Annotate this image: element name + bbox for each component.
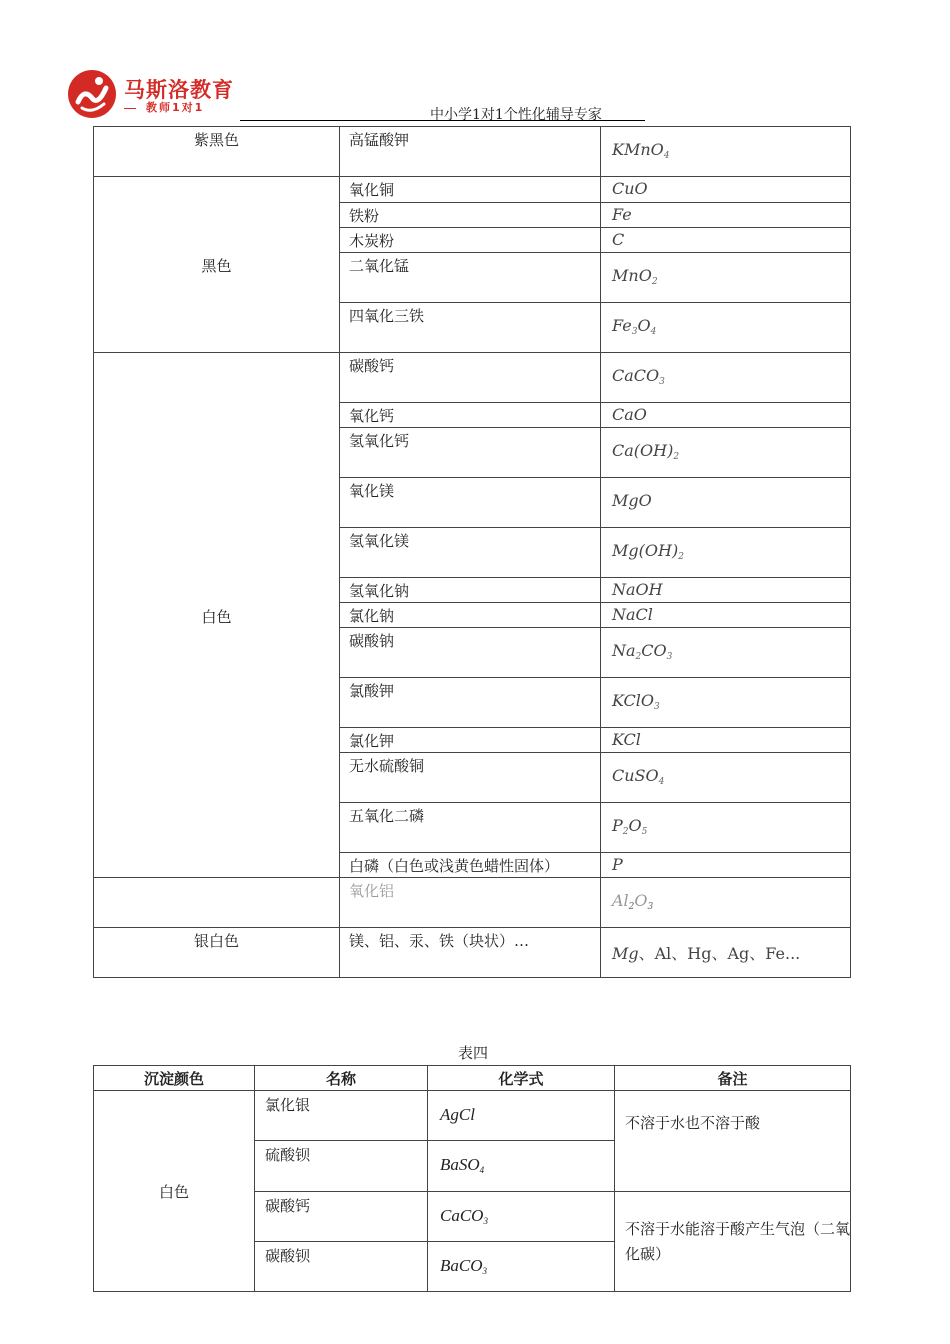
formula-cell [601, 728, 851, 753]
name-cell [340, 928, 601, 978]
formula: Fe [612, 205, 632, 224]
name-cell [340, 253, 601, 303]
color-label: 银白色 [193, 932, 239, 950]
substance-name: 镁、铝、汞、铁（块状）… [349, 932, 530, 950]
formula: $Na_2CO_3$ [612, 641, 673, 662]
color-label: 紫黑色 [193, 131, 239, 149]
formula-cell [601, 203, 851, 228]
name-cell [340, 803, 601, 853]
formula-cell [601, 177, 851, 203]
name-cell: 硫酸钡 [255, 1141, 428, 1192]
column-header: 备注 [615, 1066, 851, 1091]
name-cell [340, 678, 601, 728]
name-cell [340, 878, 601, 928]
name-cell [340, 628, 601, 678]
note-cell: 不溶于水也不溶于酸 [615, 1091, 851, 1192]
formula-cell [601, 678, 851, 728]
formula-cell [601, 578, 851, 603]
formula: $Mg(OH)_2$ [612, 541, 684, 562]
name-cell [340, 428, 601, 478]
formula-cell [601, 528, 851, 578]
name-cell [340, 203, 601, 228]
color-cell [94, 878, 340, 928]
formula: $Fe_3O_4$ [612, 316, 657, 337]
formula: MnO$_2$ [612, 266, 658, 287]
substance-name: 五氧化二磷 [349, 807, 425, 825]
color-cell [94, 177, 340, 353]
color-cell [94, 353, 340, 878]
formula-cell [601, 603, 851, 628]
column-header: 化学式 [428, 1066, 615, 1091]
formula-cell [601, 303, 851, 353]
formula-cell [601, 803, 851, 853]
formula-cell [601, 853, 851, 878]
formula: CuSO$_4$ [612, 766, 665, 787]
substance-name: 二氧化锰 [349, 257, 410, 275]
formula-cell [428, 1141, 615, 1192]
substance-name: 氧化铝 [349, 882, 395, 900]
formula: BaCO$_3$ [440, 1256, 487, 1276]
formula-cell [601, 753, 851, 803]
table-row [94, 1091, 851, 1141]
name-cell: 氯化银 [255, 1091, 428, 1141]
formula: AgCl [440, 1105, 475, 1124]
note-cell: 不溶于水能溶于酸产生气泡（二氧化碳） [615, 1192, 851, 1292]
substance-name: 高锰酸钾 [349, 131, 410, 149]
substance-name: 氧化钙 [349, 407, 395, 425]
table-caption: 表四 [458, 1044, 489, 1062]
formula: Mg、Al、Hg、Ag、Fe... [612, 944, 801, 963]
formula: CuO [612, 179, 648, 198]
color-cell: 白色 [94, 1091, 255, 1292]
color-cell [94, 127, 340, 177]
formula: $Ca(OH)_2$ [612, 441, 680, 462]
substance-name: 氢氧化钠 [349, 582, 410, 600]
precipitate-table [93, 1065, 851, 1292]
formula-cell [601, 628, 851, 678]
substance-name: 氯化钾 [349, 732, 395, 750]
color-label [94, 878, 339, 880]
name-cell [340, 578, 601, 603]
formula: KCl [612, 730, 641, 749]
table-row [94, 353, 851, 403]
substance-name: 氢氧化钙 [349, 432, 410, 450]
name-cell [340, 177, 601, 203]
substance-name: 木炭粉 [349, 232, 395, 250]
table-row [94, 177, 851, 203]
logo-mark-icon [66, 68, 118, 120]
formula: P [612, 855, 623, 874]
formula: CaCO$_3$ [440, 1206, 488, 1226]
logo-subtitle: 教师1对1 [146, 101, 205, 114]
formula-cell [601, 228, 851, 253]
formula: MgO [612, 491, 652, 510]
formula: BaSO$_4$ [440, 1155, 485, 1175]
substance-name: 铁粉 [349, 207, 380, 225]
substance-name: 氧化镁 [349, 482, 395, 500]
formula-cell [601, 127, 851, 177]
table-row [94, 127, 851, 177]
formula: CaCO$_3$ [612, 366, 665, 387]
formula-cell [601, 878, 851, 928]
column-header: 名称 [255, 1066, 428, 1091]
substance-name: 氧化铜 [349, 181, 395, 199]
formula: NaCl [612, 605, 653, 624]
table-header-row [94, 1066, 851, 1091]
substance-name: 氯酸钾 [349, 682, 395, 700]
substance-name: 白磷（白色或浅黄色蜡性固体） [349, 857, 560, 875]
name-cell [340, 228, 601, 253]
formula-cell [428, 1242, 615, 1292]
substance-name: 无水硫酸铜 [349, 757, 425, 775]
name-cell: 碳酸钡 [255, 1242, 428, 1292]
formula-cell [601, 428, 851, 478]
name-cell [340, 127, 601, 177]
logo-title: 马斯洛教育 [124, 78, 234, 102]
name-cell [340, 303, 601, 353]
color-label: 白色 [201, 607, 232, 626]
color-label: 黑色 [201, 257, 232, 275]
name-cell [340, 403, 601, 428]
column-header: 沉淀颜色 [94, 1066, 255, 1091]
formula-cell [601, 403, 851, 428]
name-cell [340, 853, 601, 878]
substance-name: 氯化钠 [349, 607, 395, 625]
substance-name: 四氧化三铁 [349, 307, 425, 325]
formula: KMnO$_4$ [612, 140, 670, 161]
name-cell: 碳酸钙 [255, 1192, 428, 1242]
name-cell [340, 353, 601, 403]
substance-name: 氢氧化镁 [349, 532, 410, 550]
name-cell [340, 603, 601, 628]
header-slogan: 中小学1对1个性化辅导专家 [430, 107, 602, 123]
color-substance-table [93, 126, 851, 978]
color-cell [94, 928, 340, 978]
table-row [94, 878, 851, 928]
name-cell [340, 753, 601, 803]
name-cell [340, 478, 601, 528]
formula: CaO [612, 405, 647, 424]
formula-cell [428, 1192, 615, 1242]
logo-divider [124, 108, 136, 109]
formula: NaOH [612, 580, 663, 599]
formula-cell [601, 253, 851, 303]
formula-cell [601, 353, 851, 403]
formula-cell [601, 478, 851, 528]
formula: KClO$_3$ [612, 691, 660, 712]
substance-name: 碳酸钙 [349, 357, 395, 375]
formula-cell [601, 928, 851, 978]
substance-name: 碳酸钠 [349, 632, 395, 650]
formula-cell [428, 1091, 615, 1141]
table-row [94, 928, 851, 978]
logo [66, 68, 248, 120]
formula: $Al_2O_3$ [612, 891, 654, 912]
name-cell [340, 528, 601, 578]
name-cell [340, 728, 601, 753]
formula: C [612, 230, 625, 249]
formula: $P_2O_5$ [612, 816, 648, 837]
